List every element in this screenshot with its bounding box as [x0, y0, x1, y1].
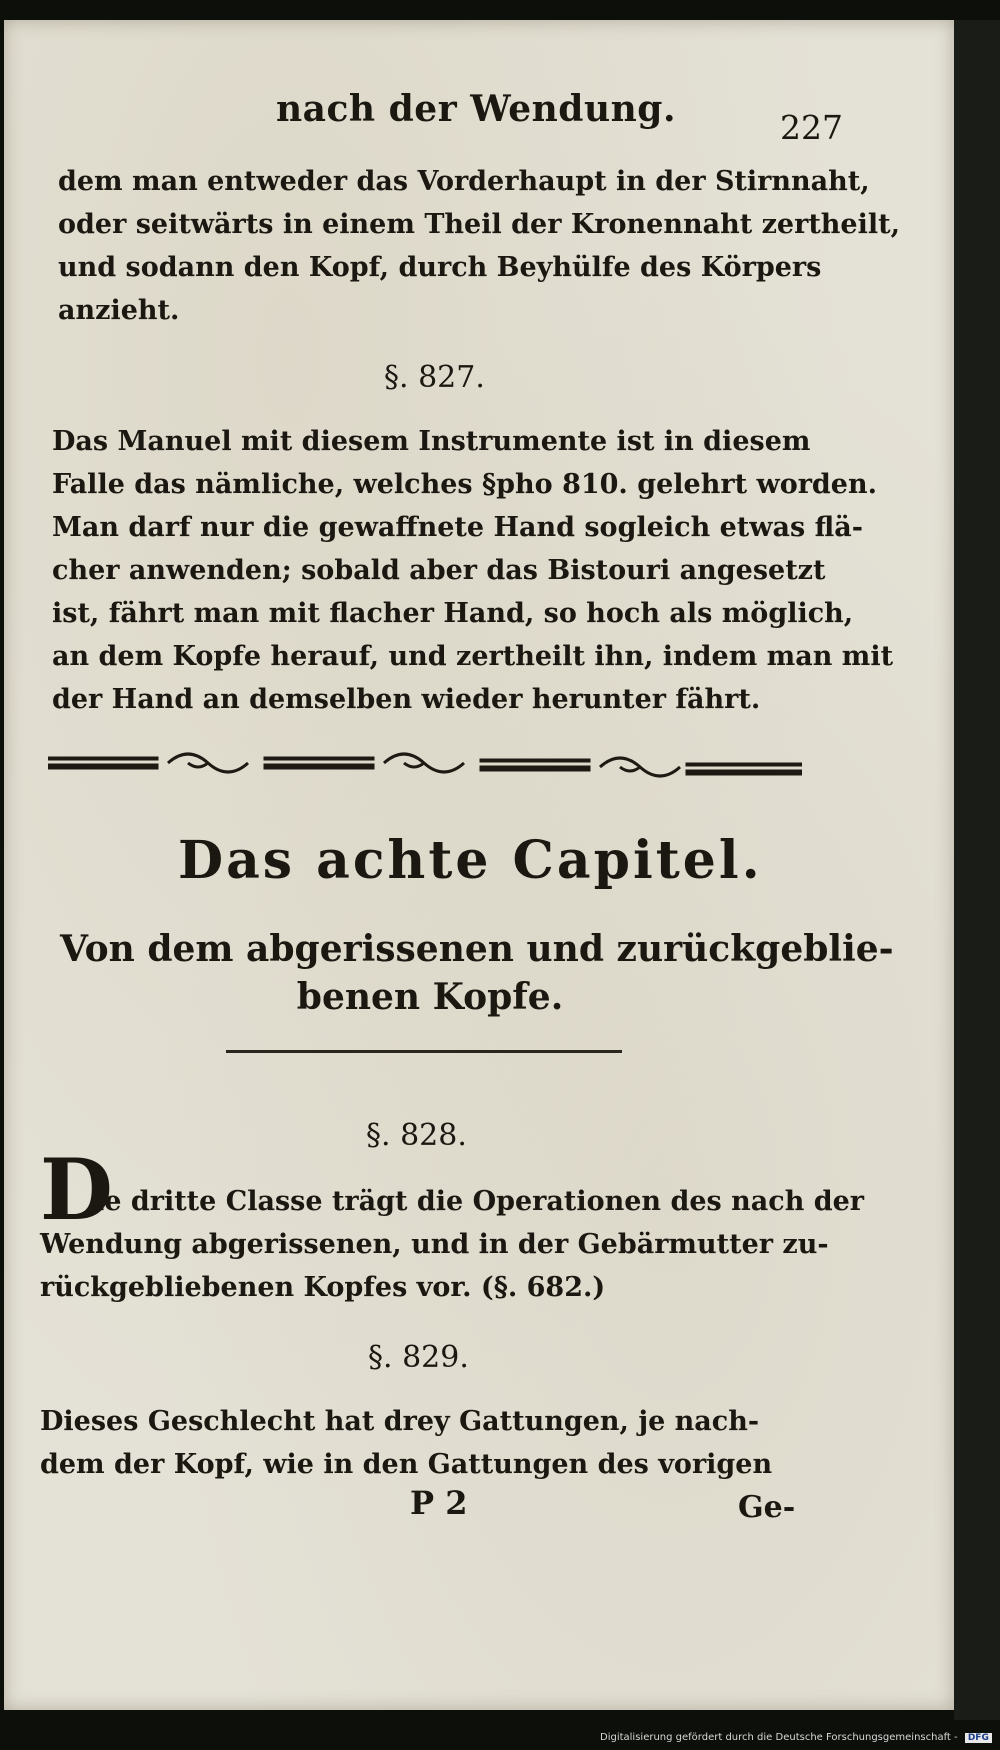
paragraph-828 — [40, 1180, 864, 1309]
text-line: ist, fährt man mit flacher Hand, so hoch als möglich, — [52, 598, 854, 629]
text-line: und sodann den Kopf, durch Beyhülfe des Körpers — [58, 252, 822, 283]
subtitle-line: Von dem abgerissenen und zurückgeblie- — [60, 928, 894, 970]
text-line: Dieses Geschlecht hat drey Gattungen, je nach- — [40, 1406, 760, 1437]
drop-cap: D — [40, 1140, 113, 1239]
text-line: der Hand an demselben wieder herunter fährt. — [52, 684, 761, 715]
text-line: Man darf nur die gewaffnete Hand sogleich etwas flä- — [52, 512, 863, 543]
text-line: Das Manuel mit diesem Instrumente ist in diesem — [52, 426, 811, 457]
section-heading-829: §. 829. — [368, 1340, 469, 1375]
ornamental-divider — [48, 745, 802, 785]
text-line: Falle das nämliche, welches §pho 810. gelehrt worden. — [52, 469, 878, 500]
text-line: oder seitwärts in einem Theil der Kronennaht zertheilt, — [58, 209, 900, 240]
text-line: dem der Kopf, wie in den Gattungen des vorigen — [40, 1449, 773, 1480]
paragraph-829 — [40, 1400, 772, 1486]
horizontal-rule — [226, 1050, 622, 1053]
running-head: nach der Wendung. — [276, 88, 676, 130]
digitization-credit — [600, 1732, 992, 1743]
text-line: Wendung abgerissenen, und in der Gebärmutter zu- — [40, 1229, 829, 1260]
text-line: dem man entweder das Vorderhaupt in der Stirnnaht, — [58, 166, 870, 197]
credit-text: Digitalisierung gefördert durch die Deutsche Forschungsgemeinschaft - — [600, 1732, 958, 1743]
catchword: Ge- — [738, 1490, 796, 1525]
dfg-logo: DFG — [965, 1733, 992, 1743]
text-line: anzieht. — [58, 295, 180, 326]
paragraph-continued — [58, 160, 900, 332]
section-heading-828: §. 828. — [366, 1118, 467, 1153]
text-line: an dem Kopfe herauf, und zertheilt ihn, indem man mit — [52, 641, 894, 672]
chapter-subtitle — [60, 925, 894, 1021]
subtitle-line: benen Kopfe. — [296, 976, 564, 1018]
paragraph-827 — [52, 420, 893, 721]
signature-mark: P 2 — [410, 1484, 468, 1522]
scan-border — [954, 20, 1000, 1720]
chapter-title: Das achte Capitel. — [178, 830, 763, 891]
page-number: 227 — [780, 108, 843, 147]
text-line: rückgebliebenen Kopfes vor. (§. 682.) — [40, 1272, 606, 1303]
text-line: ie dritte Classe trägt die Operationen des nach der — [94, 1186, 865, 1217]
text-line: cher anwenden; sobald aber das Bistouri angesetzt — [52, 555, 826, 586]
section-heading-827: §. 827. — [384, 360, 485, 395]
